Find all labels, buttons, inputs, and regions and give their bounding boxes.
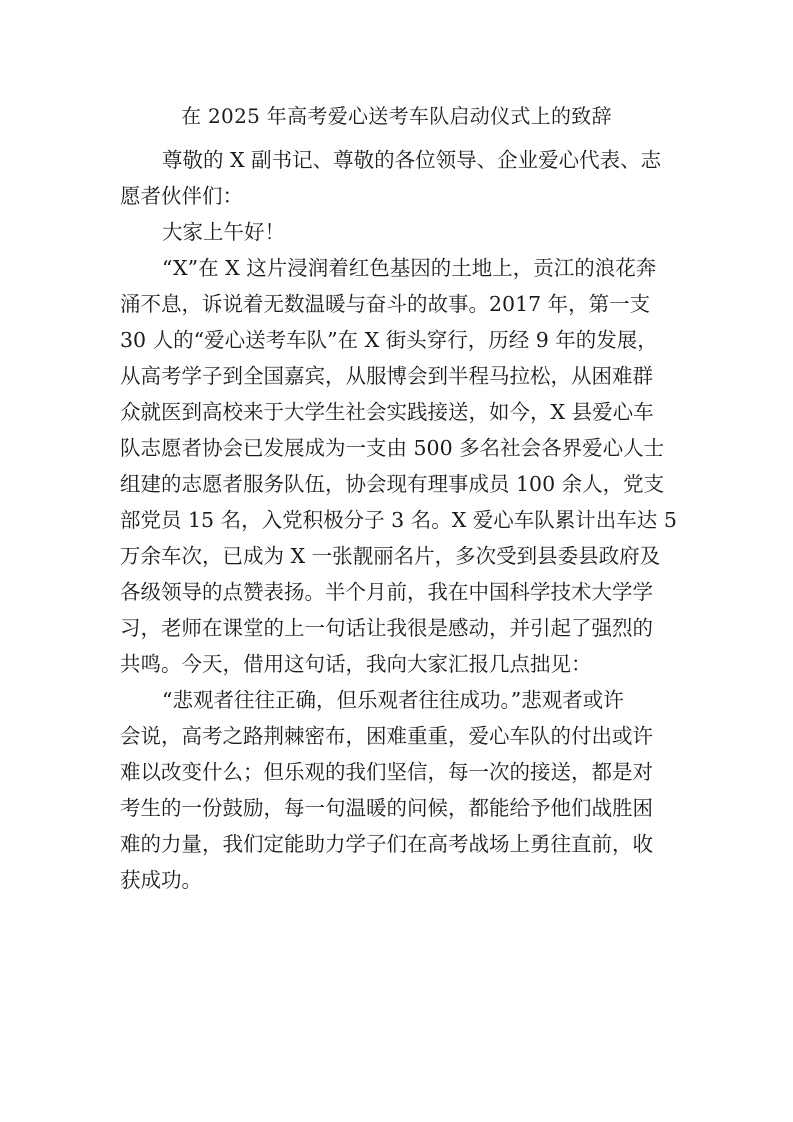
text-line: “悲观者往往正确，但乐观者往往成功。”悲观者或许 <box>162 688 624 712</box>
text-line: 获成功。 <box>120 868 202 892</box>
text-line: 涌不息，诉说着无数温暖与奋斗的故事。2017 年，第一支 <box>120 292 651 316</box>
text-line: 30 人的“爱心送考车队”在 X 街头穿行，历经 9 年的发展， <box>120 328 658 352</box>
body-paragraph <box>120 682 676 898</box>
text-line: 会说，高考之路荆棘密布，困难重重，爱心车队的付出或许 <box>120 724 653 748</box>
text-line: 习，老师在课堂的上一句话让我很是感动，并引起了强烈的 <box>120 616 653 640</box>
text-line: 从高考学子到全国嘉宾，从服博会到半程马拉松，从困难群 <box>120 364 653 388</box>
document-title: 在 2025 年高考爱心送考车队启动仪式上的致辞 <box>181 104 612 128</box>
text-line: 难的力量，我们定能助力学子们在高考战场上勇往直前，收 <box>120 832 653 856</box>
text-line: 尊敬的 X 副书记、尊敬的各位领导、企业爱心代表、志 <box>162 148 662 172</box>
salutation-paragraph <box>120 142 676 214</box>
greeting-paragraph <box>120 214 676 250</box>
text-line: “X”在 X 这片浸润着红色基因的土地上，贡江的浪花奔 <box>162 256 657 280</box>
text-line: 考生的一份鼓励，每一句温暖的问候，都能给予他们战胜困 <box>120 796 653 820</box>
document-body <box>120 142 676 898</box>
text-line: 难以改变什么；但乐观的我们坚信，每一次的接送，都是对 <box>120 760 653 784</box>
text-line: 队志愿者协会已发展成为一支由 500 多名社会各界爱心人士 <box>120 436 665 460</box>
text-line: 万余车次，已成为 X 一张靓丽名片，多次受到县委县政府及 <box>120 544 661 568</box>
text-line: 各级领导的点赞表扬。半个月前，我在中国科学技术大学学 <box>120 580 653 604</box>
body-paragraph <box>120 250 676 682</box>
text-line: 愿者伙伴们： <box>120 184 243 208</box>
text-line: 组建的志愿者服务队伍，协会现有理事成员 100 余人，党支 <box>120 472 665 496</box>
text-line: 大家上午好！ <box>162 220 285 244</box>
text-line: 部党员 15 名，入党积极分子 3 名。X 爱心车队累计出车达 5 <box>120 508 677 532</box>
text-line: 共鸣。今天，借用这句话，我向大家汇报几点拙见： <box>120 652 592 676</box>
text-line: 众就医到高校来于大学生社会实践接送，如今，X 县爱心车 <box>120 400 654 424</box>
